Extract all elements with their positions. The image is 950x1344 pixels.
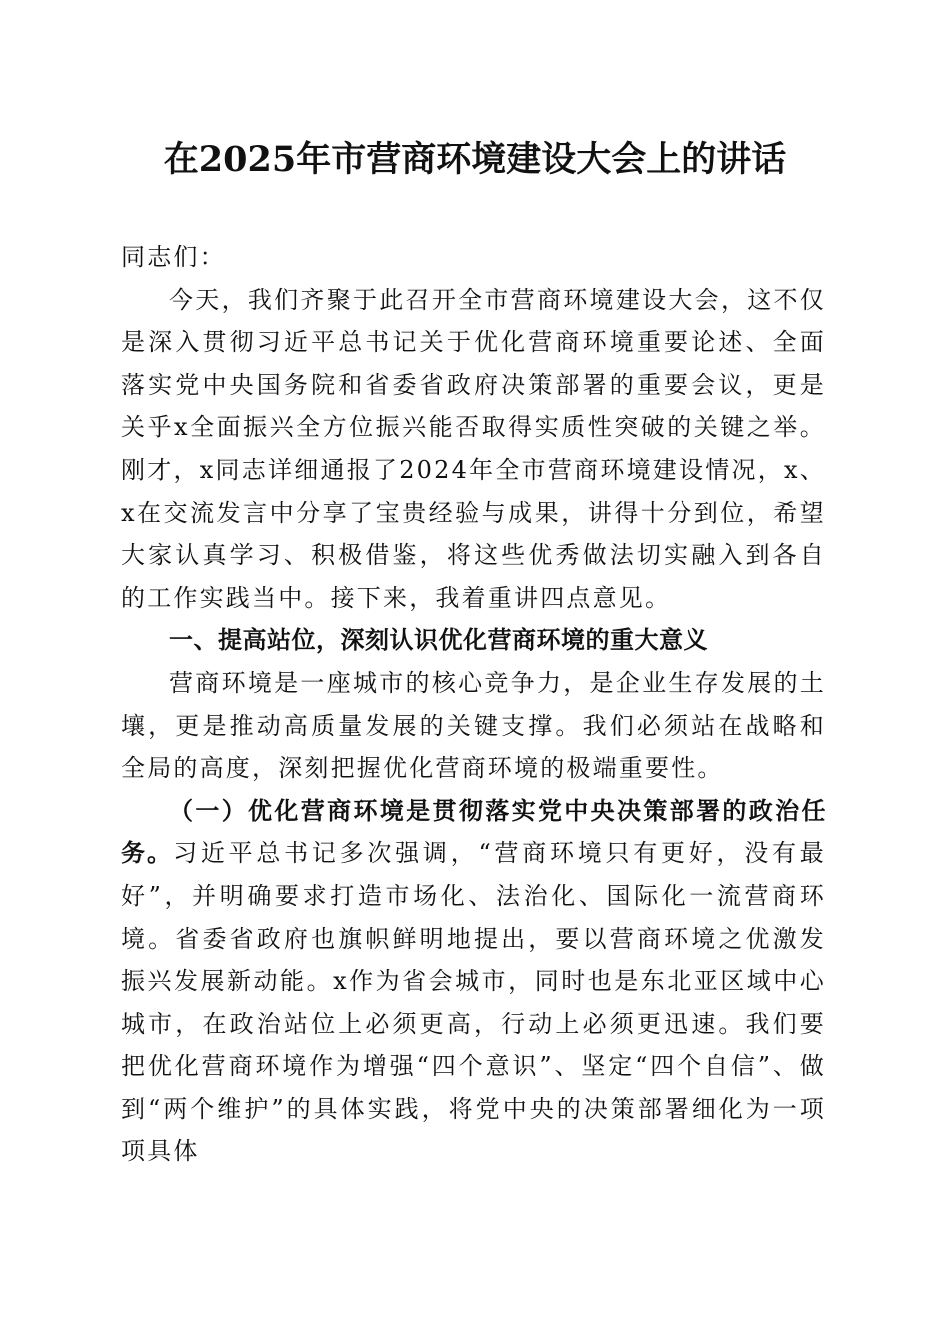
- salutation: 同志们：: [121, 243, 226, 271]
- section-1-paragraph: 营商环境是一座城市的核心竞争力，是企业生存发展的土壤，更是推动高质量发展的关键支撑。我们必须站在战略和全局的高度，深刻把握优化营商环境的极端重要性。: [121, 668, 826, 783]
- subsection-heading-1: （一）优化营商环境是贯彻落实党中央决策部署的政治任务。: [121, 796, 826, 868]
- section-heading-1: 一、提高站位，深刻认识优化营商环境的重大意义: [169, 626, 708, 655]
- subsection-1-text: 习近平总书记多次强调，“营商环境只有更好，没有最好”，并明确要求打造市场化、法治化、国际化一流营商环境。省委省政府也旗帜鲜明地提出，要以营商环境之优激发振兴发展新动能。x作为省会城市，同时也是东北亚区域中心城市，在政治站位上必须更高，行动上必须更迅速。我们要把优化营商环境作为增强“四个意识”、坚定“四个自信”、做到“两个维护”的具体实践，将党中央的决策部署细化为一项项具体: [121, 839, 827, 1166]
- intro-paragraph: 今天，我们齐聚于此召开全市营商环境建设大会，这不仅是深入贯彻习近平总书记关于优化营商环境重要论述、全面落实党中央国务院和省委省政府决策部署的重要会议，更是关乎x全面振兴全方位振兴能否取得实质性突破的关键之举。刚才，x同志详细通报了2024年全市营商环境建设情况，x、x在交流发言中分享了宝贵经验与成果，讲得十分到位，希望大家认真学习、积极借鉴，将这些优秀做法切实融入到各自的工作实践当中。接下来，我着重讲四点意见。: [121, 285, 826, 612]
- document-title: 在2025年市营商环境建设大会上的讲话: [163, 139, 787, 180]
- document-body: [121, 236, 826, 1173]
- subsection-1-paragraph: [121, 790, 826, 1173]
